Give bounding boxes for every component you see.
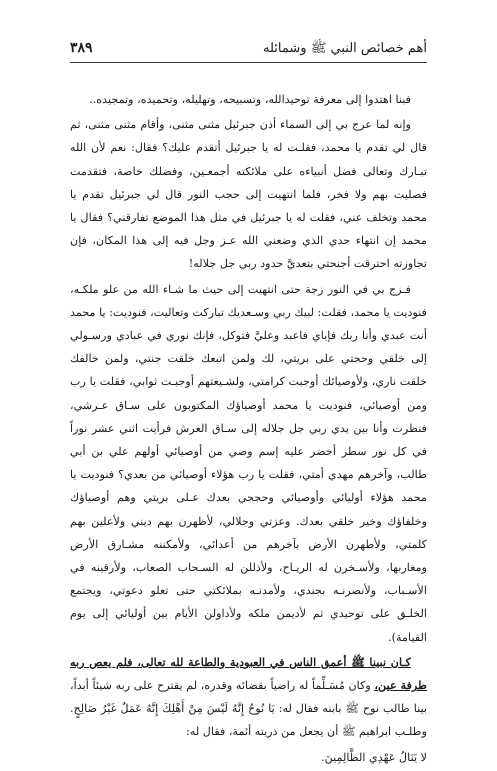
header-rule (70, 62, 427, 63)
body-text (70, 88, 427, 771)
section-heading: كـان نبينا ﷺ أعمق الناس في العبودية والطاعة لله تعالى، فلم يعص ربه طرفة عين، (70, 654, 428, 693)
paragraph-4 (70, 651, 427, 744)
page-number: ٣٨٩ (70, 40, 93, 56)
paragraph-2: وإنه لما عرج بي إلى السماء أذن جبرئيل مثنى مثنى، وأقام مثنى مثنى، ثم قال لي تقدم يا محمد، فقلـت له يا جبرئيل أتقدم عليك؟ فقال: نعم لأن الله تبـارك وتعالى فضل أنبياءه على ملائكته أجمعـين، وفضلك خاصة، فتقدمت فصليت بهم ولا فخر، فلما انتهيت إلى حجب النور قال لي جبرئيل تقدم يا محمد وتخلف عني، فقلت له يا جبرئيل في مثل هذا الموضع تفارقني؟ فقال يا محمد إن انتهاء حدي الذي وضعني الله عـز وجل فيه إلى هذا المكان، فإن تجاوزته احترقت أجنحتي بتعديَّ حدود ربي جل جلاله! (70, 118, 427, 271)
running-title: أهم خصائص النبي ﷺ وشمائله (263, 41, 427, 56)
paragraph-3: فـزج بي في النور زجة حتى انتهيت إلى حيث ما شـاء الله من علو ملكـه، فنوديت يا محمد، فقلت: لبيك ربي وسـعديك تباركت وتعاليت، فنوديت: يا محمد أنت عبدي وأنا ربك فإياي فاعبد وعليَّ فتوكل، فإنك نوري في عبادي ورسـولي إلى خلقي وحجتي على بريتي، لك ولمن اتبعك خلقت جنتي، ولمن خالفك خلقت ناري، ولأوصيائك أوجبت كرامتي، ولشـيعتهم أوجبـت ثوابي، فقلت يا رب ومن أوصيائي، فنوديت يا محمد أوصياؤك المكتوبون على سـاق عـرشي، فنظرت وأنا بين يدي ربي جل جلاله إلى سـاق العرش فرأيت اثني عشر نوراً في كل نور سطر أخضر عليه إسم وصي من أوصيائي أولهم علي بن أبي طالب، وآخرهم مهدي أمتي، فقلت يا رب هؤلاء أوصيائي من بعدي؟ فنوديت يا محمد هؤلاء أوليائي وأوصيائي وحججي بعدك عـلى بريتي وهم أوصياؤك وخلفاؤك وخير خلقي بعدك. وعزتي وجلالي، لأظهرن بهم ديني ولأعلين بهم كلمتي، ولأطهرن الأرض بآخرهم من أعدائي، ولأمكننه مشـارق الأرض ومغاربها، ولأسـخرن له الريـاح، ولأذللن له السـحاب الصعاب، ولأرقينه في الأسـباب، ولأنصرنـه بجندي، ولأمدنـه بملائكتي حتى تعلو دعوتي، ويجتمع الخلـق على توحيدي ثم لأديمن ملكه ولأداولن الأيام بين أوليائي إلى يوم القيامة). (70, 282, 427, 644)
paragraph-4-body: وكان مُسَـلِّماً له راضياً بقضائه وقدره، لم يقترح على ربه شيئاً أبداً، بينا طالب نوح ﷺ بابنه فقال له: يَا نُوحُ إِنَّهُ لَيْسَ مِنْ أَهْلِكَ إِنَّهُ عَمَلٌ غَيْرُ صَالِحٍ. وطلـب ابراهيم ﷺ أن يجعل من ذريته أئمة، فقال له: (70, 679, 427, 739)
paragraph-1: فبنا اهتدوا إلى معرفة توحيدالله، وتسبيحه، وتهليله، وتحميده، وتمجيده.. (89, 93, 411, 106)
page-header (70, 40, 427, 59)
quran-verse: لا يَنَالُ عَهْدِي الظَّالِمِينَ. (321, 750, 427, 764)
